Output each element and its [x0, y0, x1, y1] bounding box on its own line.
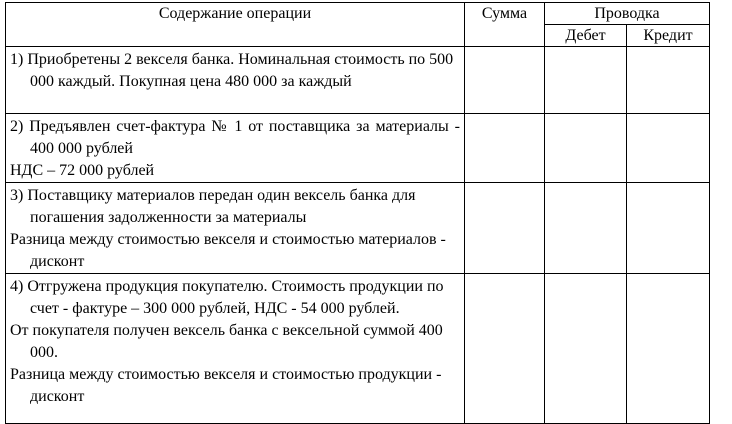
operation-text: 1) Приобретены 2 векселя банка. Номинальная стоимость по 500 000 каждый. Покупная цена 480 000 за каждый — [10, 51, 454, 90]
sum-cell[interactable] — [465, 47, 545, 114]
credit-cell[interactable] — [627, 114, 710, 183]
operations-table — [5, 2, 710, 424]
operation-text: 3) Поставщику материалов передан один вексель банка для погашения задолженности за материалы — [10, 187, 416, 226]
credit-cell[interactable] — [627, 274, 710, 424]
credit-cell[interactable] — [627, 183, 710, 274]
table-row — [6, 114, 710, 183]
credit-cell[interactable] — [627, 47, 710, 114]
operation-text: От покупателя получен вексель банка с вексельной суммой 400 000. — [10, 322, 443, 361]
table-row — [6, 47, 710, 114]
operations-table-wrapper — [5, 2, 710, 424]
header-operation: Содержание операции — [6, 3, 465, 47]
operation-cell — [6, 47, 465, 114]
sum-cell[interactable] — [465, 274, 545, 424]
header-debit: Дебет — [545, 25, 627, 47]
operation-text: Разница между стоимостью векселя и стоимостью материалов - дисконт — [10, 231, 446, 270]
debit-cell[interactable] — [545, 274, 627, 424]
header-credit: Кредит — [627, 25, 710, 47]
debit-cell[interactable] — [545, 183, 627, 274]
operation-cell — [6, 114, 465, 183]
operation-cell — [6, 183, 465, 274]
table-row — [6, 183, 710, 274]
table-row — [6, 274, 710, 424]
operation-text: 2) Предъявлен счет-фактура № 1 от поставщика за материалы - 400 000 рублей — [10, 118, 460, 157]
debit-cell[interactable] — [545, 47, 627, 114]
header-sum: Сумма — [465, 3, 545, 47]
header-posting: Проводка — [545, 3, 710, 25]
operation-cell — [6, 274, 465, 424]
operation-text: Разница между стоимостью векселя и стоимостью продукции - дисконт — [10, 366, 442, 405]
operation-text: НДС – 72 000 рублей — [10, 162, 155, 179]
header-row-1 — [6, 3, 710, 25]
operation-text: 4) Отгружена продукция покупателю. Стоимость продукции по счет - фактуре – 300 000 рублей, НДС - 54 000 рублей. — [10, 278, 444, 317]
sum-cell[interactable] — [465, 183, 545, 274]
sum-cell[interactable] — [465, 114, 545, 183]
debit-cell[interactable] — [545, 114, 627, 183]
